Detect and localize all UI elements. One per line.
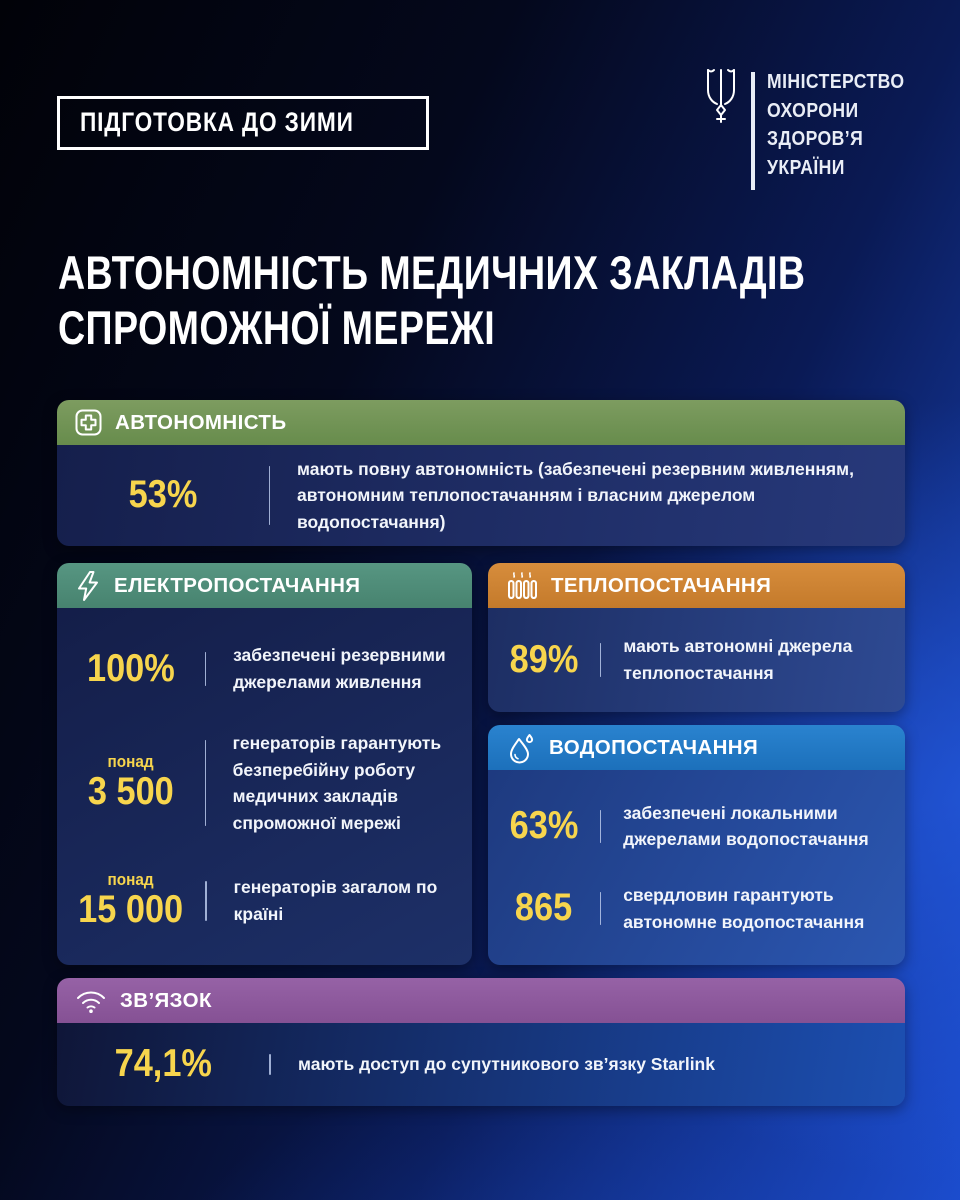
stat-text: забезпечені локальними джерелами водопостачання	[623, 802, 869, 850]
stat-value: 865	[515, 886, 573, 930]
logo-divider	[751, 72, 755, 190]
page-title	[58, 246, 938, 356]
stat-prefix: понад	[107, 752, 155, 772]
stat-divider	[600, 810, 601, 843]
stat-divider	[269, 466, 270, 526]
stat-row	[57, 456, 905, 536]
stat-text: мають доступ до супутникового зв’язку Starlink	[298, 1054, 715, 1075]
badge-label: ПІДГОТОВКА ДО ЗИМИ	[80, 107, 354, 137]
stat-row	[488, 882, 905, 935]
radiator-icon	[506, 571, 538, 601]
card-water-header	[488, 725, 905, 770]
card-electricity	[57, 563, 472, 965]
stat-value: 89%	[509, 637, 579, 681]
stat-value: 100%	[87, 646, 175, 690]
stat-value: 3 500	[88, 770, 174, 814]
stat-row	[57, 1044, 905, 1085]
wifi-icon	[75, 988, 107, 1014]
stat-value: 63%	[509, 803, 579, 847]
stat-value: 74,1%	[114, 1042, 212, 1086]
stat-divider	[269, 1054, 271, 1075]
ministry-name-line: ЗДОРОВ’Я	[767, 128, 864, 150]
card-electricity-title: ЕЛЕКТРОПОСТАЧАННЯ	[114, 573, 361, 597]
card-water	[488, 725, 905, 965]
card-water-title: ВОДОПОСТАЧАННЯ	[549, 735, 759, 759]
stat-divider	[205, 652, 206, 685]
card-autonomy	[57, 400, 905, 546]
stat-row	[57, 642, 472, 695]
ministry-name-line: УКРАЇНИ	[767, 156, 845, 179]
stat-row	[488, 633, 905, 686]
water-drop-icon	[506, 732, 536, 764]
card-heating-title: ТЕПЛОПОСТАЧАННЯ	[551, 573, 772, 597]
ministry-name-line: МІНІСТЕРСТВО	[767, 71, 905, 93]
winter-preparation-badge	[57, 96, 429, 150]
card-autonomy-header	[57, 400, 905, 445]
ministry-name	[767, 66, 923, 182]
card-heating	[488, 563, 905, 712]
stat-row	[57, 871, 472, 931]
card-connection-title: ЗВ’ЯЗОК	[120, 988, 212, 1012]
stat-text: свердловин гарантують автономне водопостачання	[623, 885, 865, 932]
page-title-line2: СПРОМОЖНОЇ МЕРЕЖІ	[58, 300, 496, 354]
stat-value: 15 000	[78, 887, 184, 931]
card-electricity-header	[57, 563, 472, 608]
stat-divider	[600, 892, 601, 925]
card-heating-header	[488, 563, 905, 608]
stat-text: генераторів гарантують безперебійну роботу медичних закладів спроможної мережі	[232, 733, 442, 833]
stat-divider	[205, 740, 206, 826]
medical-cross-icon	[75, 409, 102, 436]
page-title-line1: АВТОНОМНІСТЬ МЕДИЧНИХ ЗАКЛАДІВ	[58, 246, 806, 299]
ukraine-trident-icon	[701, 66, 741, 131]
stat-text: генераторів загалом по країні	[233, 877, 438, 924]
stat-prefix: понад	[107, 869, 155, 889]
stat-row	[57, 730, 472, 836]
card-autonomy-title: АВТОНОМНІСТЬ	[115, 410, 287, 434]
stat-text: мають автономні джерела теплопостачання	[623, 636, 853, 683]
card-connection-header	[57, 978, 905, 1023]
card-connection	[57, 978, 905, 1106]
ministry-name-line: ОХОРОНИ	[767, 99, 859, 122]
stat-divider	[205, 881, 207, 921]
stat-text: забезпечені резервними джерелами живлення	[233, 645, 446, 693]
stat-text: мають повну автономність (забезпечені резервним живленням, автономним теплопостачанням і власним джерелом водопостачання)	[297, 458, 854, 532]
ministry-logo	[701, 66, 923, 190]
stat-value: 53%	[128, 473, 198, 517]
stat-row	[488, 800, 905, 853]
lightning-icon	[75, 570, 101, 602]
